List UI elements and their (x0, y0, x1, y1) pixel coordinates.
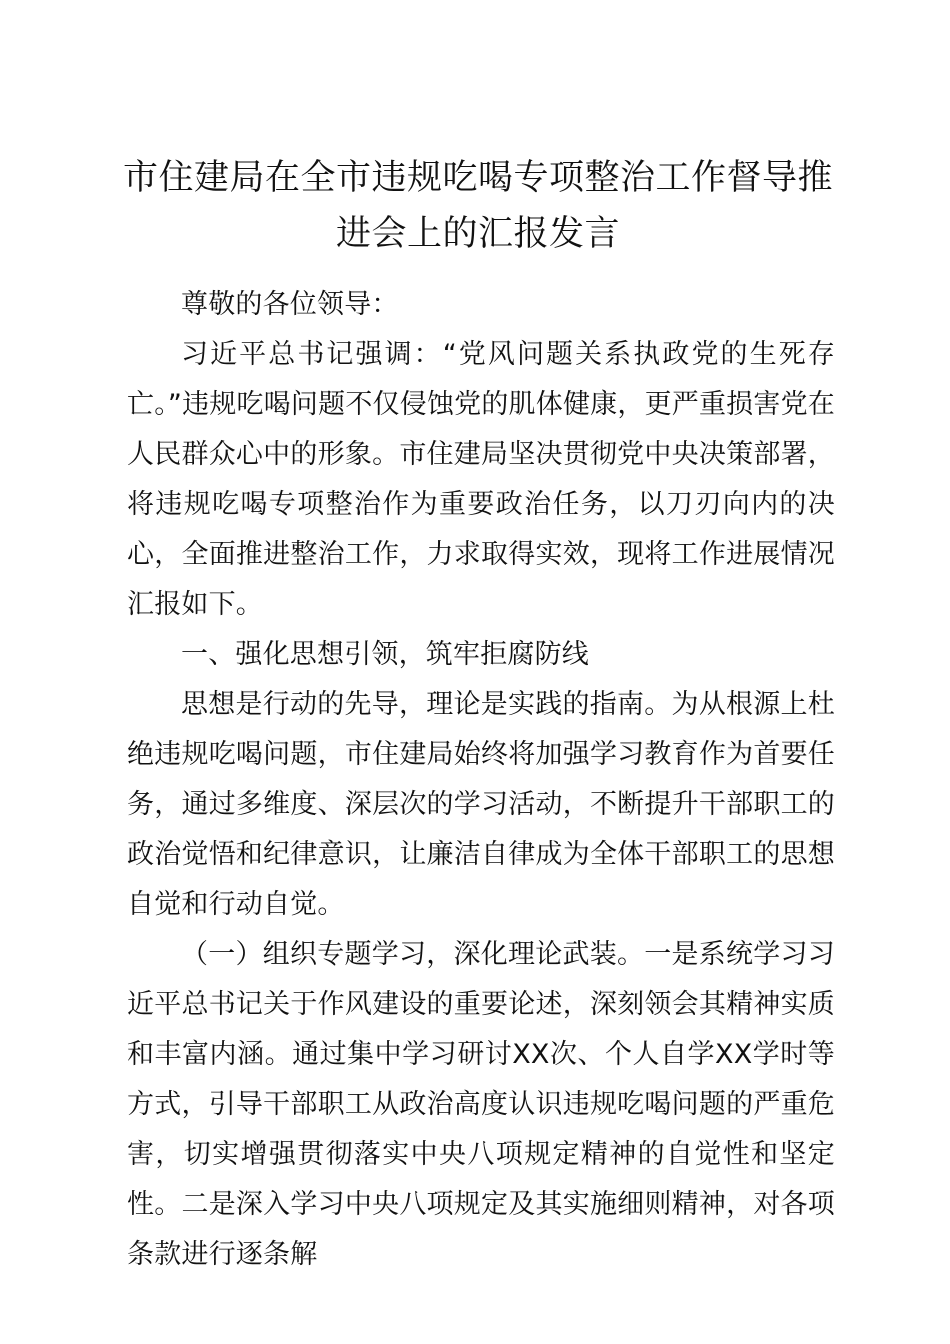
section-heading-1: 一、强化思想引领，筑牢拒腐防线 (181, 639, 589, 670)
salutation: 尊敬的各位领导： (181, 289, 399, 320)
opening-paragraph: 习近平总书记强调：“党风问题关系执政党的生死存亡。”违规吃喝问题不仅侵蚀党的肌体健康，更严重损害党在人民群众心中的形象。市住建局坚决贯彻党中央决策部署，将违规吃喝专项整治作为重要政治任务，以刀刃向内的决心，全面推进整治工作，力求取得实效，现将工作进展情况汇报如下。 (127, 339, 835, 620)
document-body (127, 280, 835, 1280)
section-1-item-1-paragraph: （一）组织专题学习，深化理论武装。一是系统学习习近平总书记关于作风建设的重要论述，深刻领会其精神实质和丰富内涵。通过集中学习研讨XX次、个人自学XX学时等方式，引导干部职工从政治高度认识违规吃喝问题的严重危害，切实增强贯彻落实中央八项规定精神的自觉性和坚定性。二是深入学习中央八项规定及其实施细则精神，对各项条款进行逐条解 (127, 939, 835, 1270)
document-title: 市住建局在全市违规吃喝专项整治工作督导推进会上的汇报发言 (122, 158, 833, 254)
section-1-intro-paragraph: 思想是行动的先导，理论是实践的指南。为从根源上杜绝违规吃喝问题，市住建局始终将加强学习教育作为首要任务，通过多维度、深层次的学习活动，不断提升干部职工的政治觉悟和纪律意识，让廉洁自律成为全体干部职工的思想自觉和行动自觉。 (127, 689, 835, 920)
